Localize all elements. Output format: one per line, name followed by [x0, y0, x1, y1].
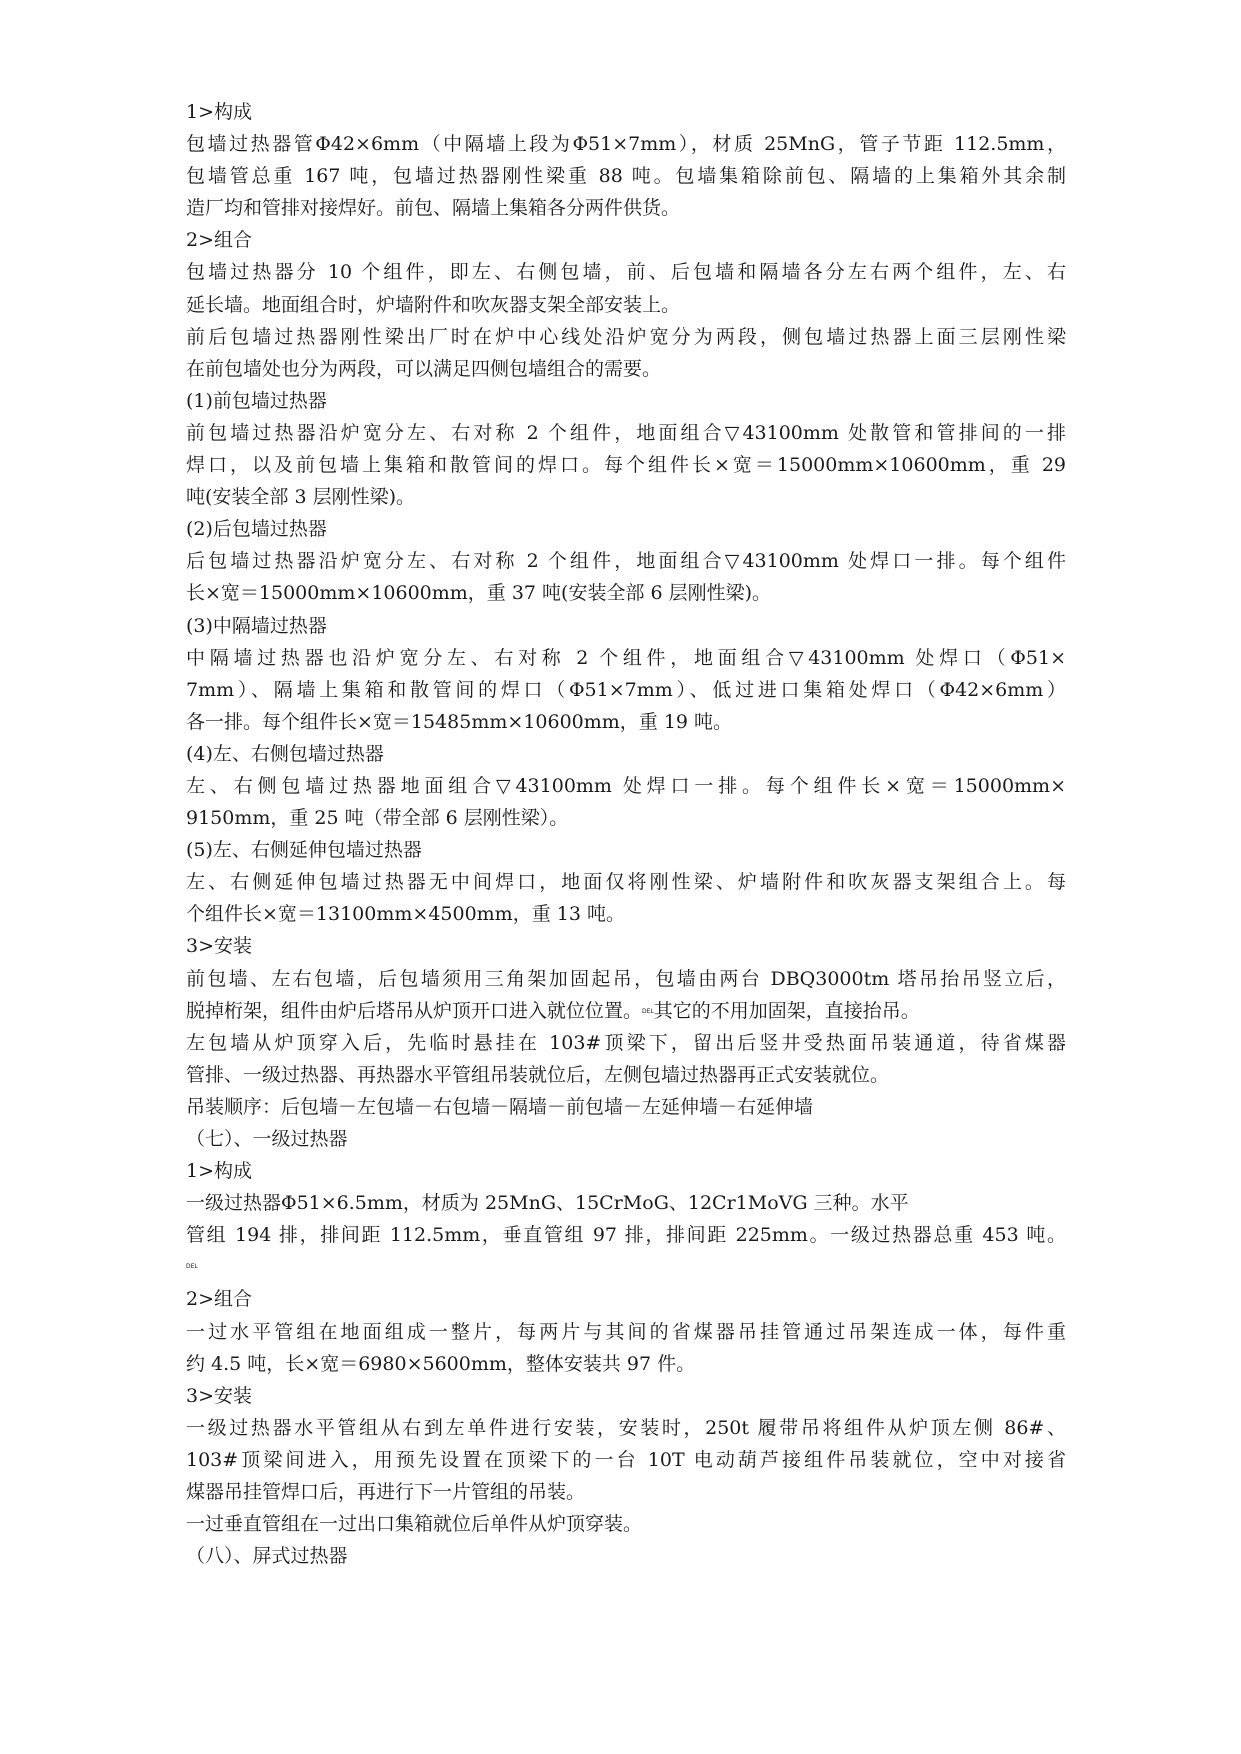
paragraph-line: 包墙管总重 167 吨，包墙过热器刚性梁重 88 吨。包墙集箱除前包、隔墙的上集箱外其余制 — [186, 165, 1066, 188]
heading-installation: 3>安装 — [186, 935, 253, 958]
del-mark-line — [186, 1251, 1066, 1283]
paragraph-line: 前包墙过热器沿炉宽分左、右对称 2 个组件，地面组合▽43100mm 处散管和管排间的一排 — [186, 421, 1066, 444]
paragraph-line: 约 4.5 吨，长×宽＝6980×5600mm，整体安装共 97 件。 — [186, 1352, 696, 1375]
paragraph-line: 个组件长×宽＝13100mm×4500mm，重 13 吨。 — [186, 903, 625, 926]
paragraph-line: 9150mm，重 25 吨（带全部 6 层刚性梁）。 — [186, 807, 569, 830]
paragraph-line: 后包墙过热器沿炉宽分左、右对称 2 个组件，地面组合▽43100mm 处焊口一排。每个组件 — [186, 550, 1066, 573]
paragraph-line: 左、右侧包墙过热器地面组合▽43100mm 处焊口一排。每个组件长×宽＝15000mm× — [186, 774, 1066, 797]
paragraph-line: 吨(安装全部 3 层刚性梁)。 — [186, 486, 415, 509]
subheading: (4)左、右侧包墙过热器 — [186, 742, 384, 765]
paragraph-line: 包墙过热器分 10 个组件，即左、右侧包墙，前、后包墙和隔墙各分左右两个组件，左、右 — [186, 261, 1066, 284]
paragraph-line: 包墙过热器管Φ42×6mm（中隔墙上段为Φ51×7mm），材质 25MnG，管子节距 112.5mm， — [186, 133, 1066, 156]
heading-assembly: 2>组合 — [186, 229, 253, 252]
subheading: (1)前包墙过热器 — [186, 389, 327, 412]
paragraph-line: 造厂均和管排对接焊好。前包、隔墙上集箱各分两件供货。 — [186, 197, 681, 220]
heading-composition: 1>构成 — [186, 1160, 253, 1183]
paragraph-line: 在前包墙处也分为两段，可以满足四侧包墙组合的需要。 — [186, 357, 662, 380]
paragraph-line: 一级过热器Φ51×6.5mm，材质为 25MnG、15CrMoG、12Cr1MoVG 三种。水平 — [186, 1192, 909, 1215]
heading-assembly: 2>组合 — [186, 1288, 253, 1311]
document-page — [186, 96, 1066, 1572]
paragraph-line: 前包墙、左右包墙，后包墙须用三角架加固起吊，包墙由两台 DBQ3000tm 塔吊抬吊竖立后， — [186, 967, 1066, 990]
paragraph-line: 焊口，以及前包墙上集箱和散管间的焊口。每个组件长×宽＝15000mm×10600mm，重 29 — [186, 454, 1066, 477]
subheading: (2)后包墙过热器 — [186, 518, 327, 541]
section-heading: （八）、屏式过热器 — [186, 1545, 348, 1568]
paragraph-line: 103#顶梁间进入，用预先设置在顶梁下的一台 10T 电动葫芦接组件吊装就位，空中对接省 — [186, 1448, 1066, 1471]
paragraph-line: 煤器吊挂管焊口后，再进行下一片管组的吊装。 — [186, 1481, 586, 1504]
paragraph-line: 左包墙从炉顶穿入后，先临时悬挂在 103#顶梁下，留出后竖井受热面吊装通道，待省煤器 — [186, 1031, 1066, 1054]
paragraph-line: 各一排。每个组件长×宽＝15485mm×10600mm，重 19 吨。 — [186, 710, 733, 733]
subheading: (5)左、右侧延伸包墙过热器 — [186, 839, 422, 862]
paragraph-line: 7mm）、隔墙上集箱和散管间的焊口（Φ51×7mm）、低过进口集箱处焊口（Φ42×6mm） — [186, 678, 1066, 701]
del-mark: DEL — [186, 1263, 198, 1271]
paragraph-line: 一过水平管组在地面组成一整片，每两片与其间的省煤器吊挂管通过吊架连成一体，每件重 — [186, 1320, 1066, 1343]
paragraph-line: 一过垂直管组在一过出口集箱就位后单件从炉顶穿装。 — [186, 1513, 643, 1536]
paragraph-line: 前后包墙过热器刚性梁出厂时在炉中心线处沿炉宽分为两段，侧包墙过热器上面三层刚性梁 — [186, 325, 1066, 348]
heading-installation: 3>安装 — [186, 1384, 253, 1407]
paragraph-text: 脱掉桁架，组件由炉后塔吊从炉顶开口进入就位位置。 — [186, 999, 643, 1022]
paragraph-text: 其它的不用加固架，直接抬吊。 — [653, 999, 920, 1022]
subheading: (3)中隔墙过热器 — [186, 614, 327, 637]
del-mark: DEL — [642, 1007, 654, 1015]
paragraph-line: 长×宽＝15000mm×10600mm，重 37 吨(安装全部 6 层刚性梁)。 — [186, 582, 772, 605]
section-heading: （七）、一级过热器 — [186, 1128, 348, 1150]
paragraph-line: 延长墙。地面组合时，炉墙附件和吹灰器支架全部安装上。 — [186, 293, 681, 316]
paragraph-line: 管排、一级过热器、再热器水平管组吊装就位后，左侧包墙过热器再正式安装就位。 — [186, 1063, 890, 1086]
paragraph-line: 中隔墙过热器也沿炉宽分左、右对称 2 个组件，地面组合▽43100mm 处焊口（Φ51× — [186, 646, 1066, 669]
paragraph-line: 吊装顺序：后包墙－左包墙－右包墙－隔墙－前包墙－左延伸墙－右延伸墙 — [186, 1095, 814, 1118]
paragraph-line: 管组 194 排，排间距 112.5mm，垂直管组 97 排，排间距 225mm。一级过热器总重 453 吨。 — [186, 1224, 1066, 1247]
heading-composition: 1>构成 — [186, 101, 253, 123]
paragraph-line: 一级过热器水平管组从右到左单件进行安装，安装时，250t 履带吊将组件从炉顶左侧 86#、 — [186, 1416, 1066, 1439]
paragraph-line — [186, 995, 1066, 1027]
paragraph-line: 左、右侧延伸包墙过热器无中间焊口，地面仅将刚性梁、炉墙附件和吹灰器支架组合上。每 — [186, 871, 1066, 894]
